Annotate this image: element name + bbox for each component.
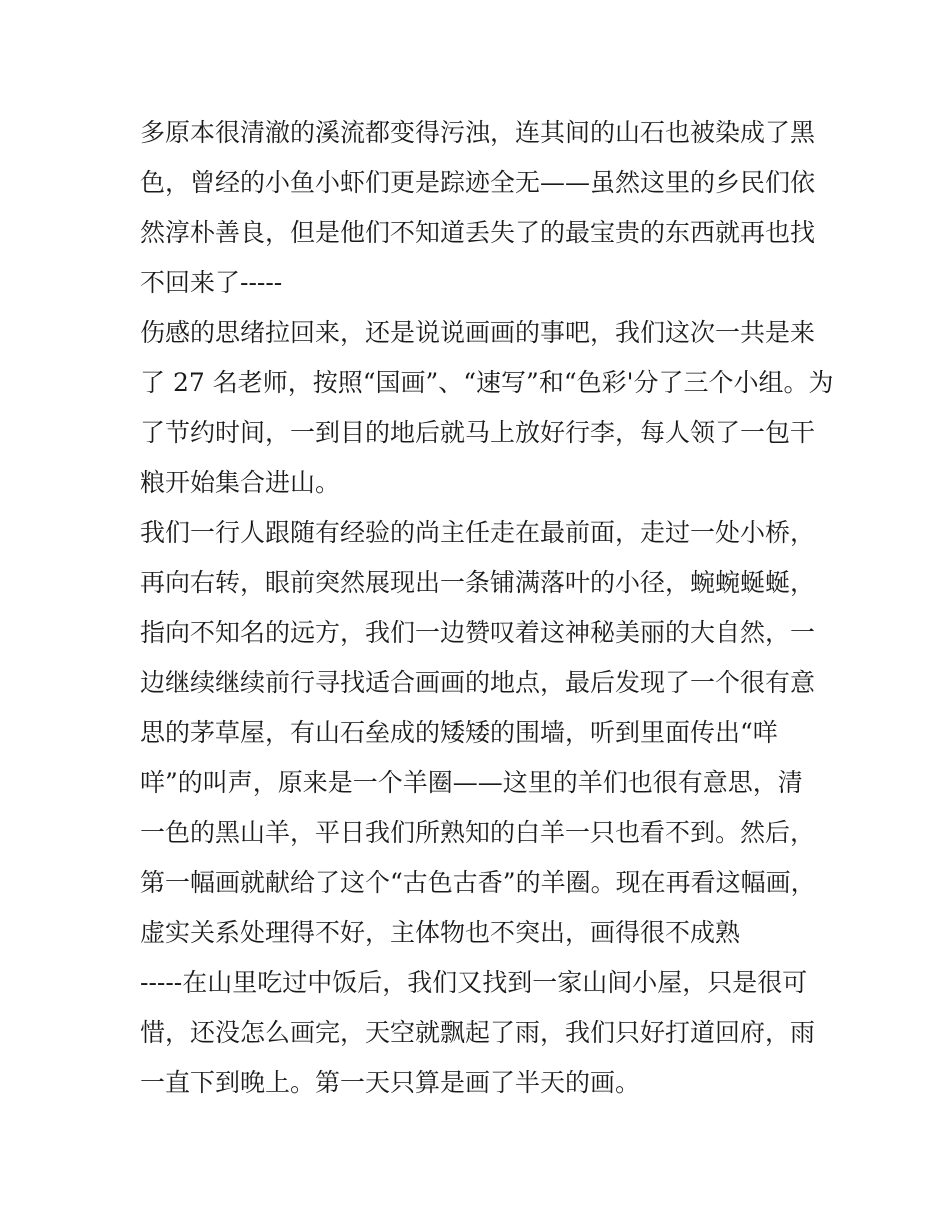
text-line: 了节约时间，一到目的地后就马上放好行李，每人领了一包干 [140,418,816,447]
text-line: 我们一行人跟随有经验的尚主任走在最前面，走过一处小桥， [140,518,816,547]
text-line: 然淳朴善良，但是他们不知道丢失了的最宝贵的东西就再也找 [140,218,816,247]
text-line: 指向不知名的远方，我们一边赞叹着这神秘美丽的大自然，一 [140,618,816,647]
text-line: 一色的黑山羊，平日我们所熟知的白羊一只也看不到。然后， [140,818,816,847]
text-line: 思的茅草屋，有山石垒成的矮矮的围墙，听到里面传出“咩 [140,718,778,747]
text-line: 一直下到晚上。第一天只算是画了半天的画。 [140,1068,641,1097]
text-line: 伤感的思绪拉回来，还是说说画画的事吧，我们这次一共是来 [140,318,816,347]
text-line: 色，曾经的小鱼小虾们更是踪迹全无——虽然这里的乡民们依 [140,168,816,197]
text-line: 第一幅画就献给了这个“古色古香”的羊圈。现在再看这幅画， [140,868,816,897]
text-line: 惜，还没怎么画完，天空就飘起了雨，我们只好打道回府，雨 [140,1018,816,1047]
text-line: 多原本很清澈的溪流都变得污浊，连其间的山石也被染成了黑 [140,118,816,147]
text-line: 再向右转，眼前突然展现出一条铺满落叶的小径，蜿蜿蜒蜒， [140,568,816,597]
text-line: 粮开始集合进山。 [140,468,341,497]
text-line: -----在山里吃过中饭后，我们又找到一家山间小屋，只是很可 [140,968,808,997]
text-line: 咩”的叫声，原来是一个羊圈——这里的羊们也很有意思，清 [140,768,803,797]
text-line: 了 27 名老师，按照“国画”、“速写”和“色彩'分了三个小组。为 [140,368,834,397]
text-line: 边继续继续前行寻找适合画画的地点，最后发现了一个很有意 [140,668,816,697]
text-line: 虚实关系处理得不好，主体物也不突出，画得很不成熟 [140,918,741,947]
body-text [140,110,834,1106]
text-line: 不回来了----- [140,268,283,297]
